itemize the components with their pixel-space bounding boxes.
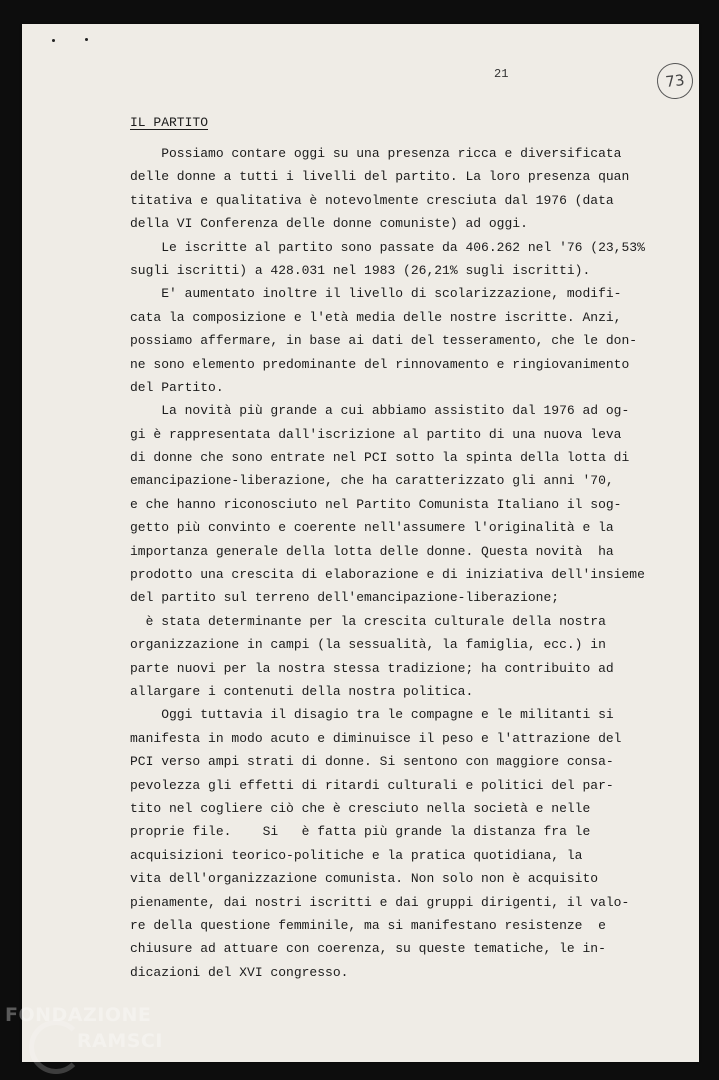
text-line: prodotto una crescita di elaborazione e di iniziativa dell'insieme bbox=[130, 567, 645, 583]
text-line: organizzazione in campi (la sessualità, la famiglia, ecc.) in bbox=[130, 637, 606, 653]
text-line: del partito sul terreno dell'emancipazione-liberazione; bbox=[130, 590, 560, 606]
text-line: chiusure ad attuare con coerenza, su queste tematiche, le in- bbox=[130, 941, 606, 957]
text-line: di donne che sono entrate nel PCI sotto la spinta della lotta di bbox=[130, 450, 630, 466]
text-line: titativa e qualitativa è notevolmente cresciuta dal 1976 (data bbox=[130, 192, 614, 208]
text-line: pevolezza gli effetti di ritardi culturali e politici del par- bbox=[130, 777, 614, 793]
text-line: è stata determinante per la crescita culturale della nostra bbox=[130, 613, 606, 629]
text-line: della VI Conferenza delle donne comuniste) ad oggi. bbox=[130, 216, 528, 232]
text-line: Possiamo contare oggi su una presenza ricca e diversificata bbox=[130, 146, 622, 161]
text-line: possiamo affermare, in base ai dati del tesseramento, che le don- bbox=[130, 333, 638, 349]
text-line: pienamente, dai nostri iscritti e dai gruppi dirigenti, il valo- bbox=[130, 894, 630, 910]
text-line: acquisizioni teorico-politiche e la pratica quotidiana, la bbox=[130, 847, 583, 863]
text-line: sugli iscritti) a 428.031 nel 1983 (26,21% sugli iscritti). bbox=[130, 262, 591, 278]
page-number: 21 bbox=[494, 67, 509, 81]
watermark-logo bbox=[5, 1000, 205, 1080]
text-line: allargare i contenuti della nostra politica. bbox=[130, 683, 474, 699]
text-line: cata la composizione e l'età media delle nostre iscritte. Anzi, bbox=[130, 309, 622, 325]
archive-stamp: 73 bbox=[655, 61, 695, 101]
text-line: importanza generale della lotta delle donne. Questa novità ha bbox=[130, 543, 614, 559]
text-line: parte nuovi per la nostra stessa tradizione; ha contribuito ad bbox=[130, 660, 614, 676]
watermark-line-2: RAMSCI bbox=[77, 1030, 163, 1052]
text-line: manifesta in modo acuto e diminuisce il peso e l'attrazione del bbox=[130, 730, 622, 746]
text-line: La novità più grande a cui abbiamo assistito dal 1976 ad og- bbox=[130, 403, 630, 419]
text-line: getto più convinto e coerente nell'assumere l'originalità e la bbox=[130, 520, 614, 536]
text-line: Oggi tuttavia il disagio tra le compagne e le militanti si bbox=[130, 707, 614, 723]
text-line: PCI verso ampi strati di donne. Si sentono con maggiore consa- bbox=[130, 754, 614, 770]
text-line: emancipazione-liberazione, che ha caratterizzato gli anni '70, bbox=[130, 473, 614, 489]
text-line: e che hanno riconosciuto nel Partito Comunista Italiano il sog- bbox=[130, 496, 622, 512]
text-line: tito nel cogliere ciò che è cresciuto nella società e nelle bbox=[130, 800, 591, 816]
text-line: delle donne a tutti i livelli del partito. La loro presenza quan bbox=[130, 169, 630, 185]
gramsci-g-icon bbox=[29, 1020, 83, 1074]
text-line: Le iscritte al partito sono passate da 406.262 nel '76 (23,53% bbox=[130, 239, 645, 255]
text-line: gi è rappresentata dall'iscrizione al partito di una nuova leva bbox=[130, 426, 622, 442]
punch-mark-right bbox=[85, 38, 88, 41]
text-line: E' aumentato inoltre il livello di scolarizzazione, modifi- bbox=[130, 286, 622, 302]
document-title: IL PARTITO bbox=[130, 115, 209, 130]
text-line: dicazioni del XVI congresso. bbox=[130, 964, 349, 980]
text-line: ne sono elemento predominante del rinnovamento e ringiovanimento bbox=[130, 356, 630, 372]
watermark-line-1: FONDAZIONE bbox=[5, 1004, 152, 1026]
text-line: re della questione femminile, ma si manifestano resistenze e bbox=[130, 917, 606, 933]
document-page bbox=[22, 24, 699, 1062]
punch-mark-left bbox=[52, 39, 55, 42]
text-line: del Partito. bbox=[130, 379, 224, 395]
text-line: vita dell'organizzazione comunista. Non solo non è acquisito bbox=[130, 871, 599, 887]
body-text bbox=[130, 142, 675, 984]
text-line: proprie file. Si è fatta più grande la distanza fra le bbox=[130, 824, 591, 840]
